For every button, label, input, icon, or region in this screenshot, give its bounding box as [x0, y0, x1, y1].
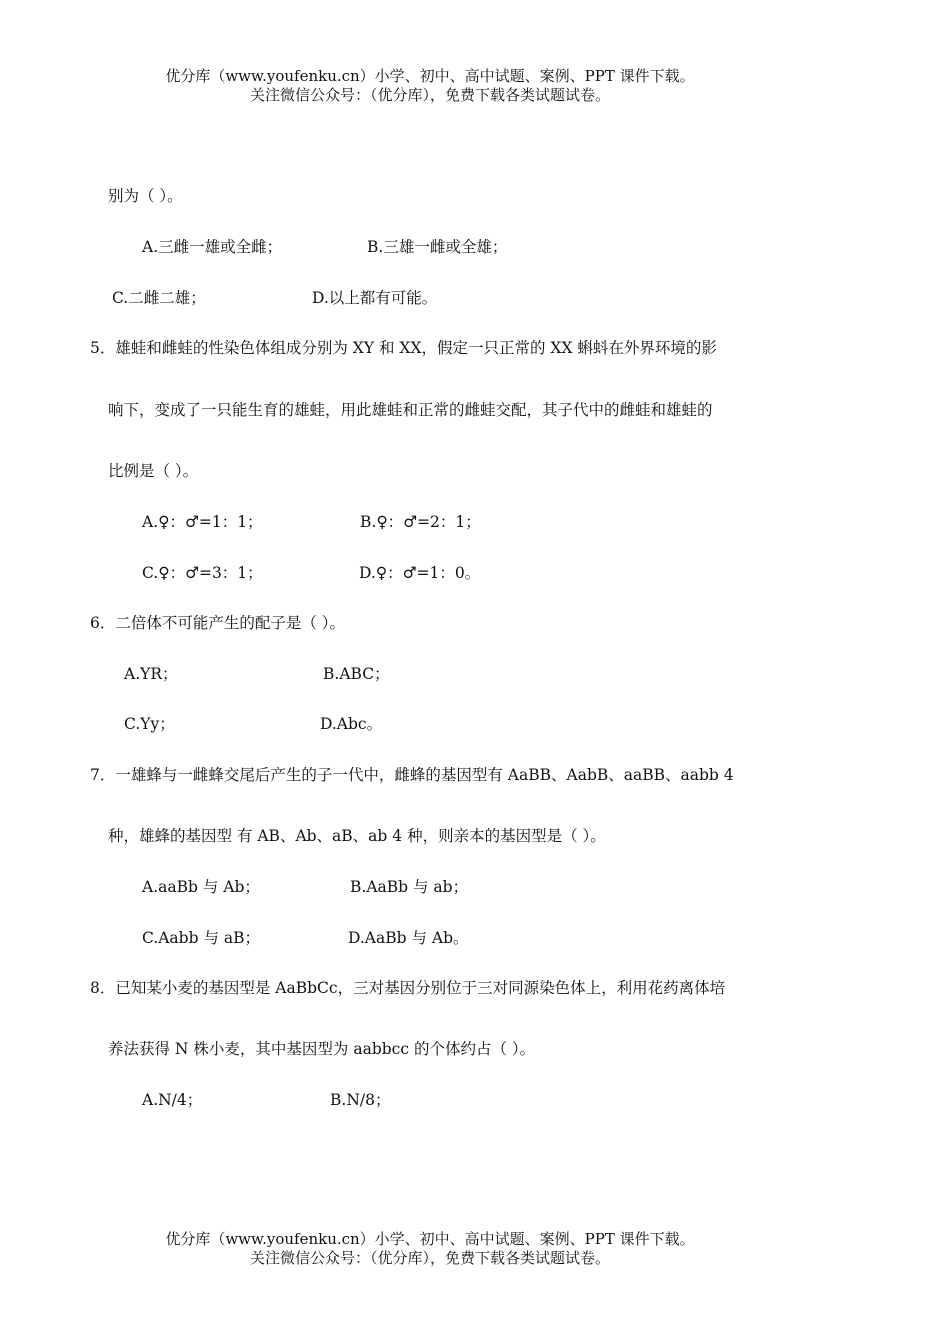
q8-line-2: 养法获得 N 株小麦，其中基因型为 aabbcc 的个体约占（ ）。 — [108, 1040, 536, 1058]
q6-option-b: B.ABC； — [323, 665, 390, 683]
q8-option-a: A.N/4； — [142, 1091, 203, 1109]
q7-option-b: B.AaBb 与 ab； — [350, 878, 469, 896]
q5-option-c: C.♀：♂=3：1； — [142, 564, 263, 582]
footer-line-1: 优分库（www.youfenku.cn）小学、初中、高中试题、案例、PPT 课件下载。 — [165, 1230, 695, 1248]
q8-option-b: B.N/8； — [330, 1091, 391, 1109]
q6-option-c: C.Yy； — [124, 715, 175, 733]
q5-line-1: 5．雄蛙和雌蛙的性染色体组成分别为 XY 和 XX，假定一只正常的 XX 蝌蚪在外界环境的影 — [90, 339, 717, 357]
header-line-1: 优分库（www.youfenku.cn）小学、初中、高中试题、案例、PPT 课件下载。 — [165, 67, 695, 85]
q5-option-b: B.♀：♂=2：1； — [360, 513, 481, 531]
header-line-2: 关注微信公众号：（优分库），免费下载各类试题试卷。 — [249, 86, 610, 104]
q4-option-b: B.三雄一雌或全雄； — [367, 238, 508, 256]
footer-line-2: 关注微信公众号：（优分库），免费下载各类试题试卷。 — [249, 1249, 610, 1267]
q5-option-a: A.♀：♂=1：1； — [142, 513, 263, 531]
q7-option-d: D.AaBb 与 Ab。 — [348, 929, 469, 947]
q4-option-a: A.三雌一雄或全雌； — [142, 238, 283, 256]
q4-continuation: 别为（ ）。 — [108, 187, 183, 205]
q4-option-c: C.二雌二雄； — [112, 289, 206, 307]
q7-line-2: 种，雄蜂的基因型 有 AB、Ab、aB、ab 4 种，则亲本的基因型是（ ）。 — [108, 827, 606, 845]
q4-option-d: D.以上都有可能。 — [312, 289, 438, 307]
q5-option-d: D.♀：♂=1：0。 — [359, 564, 481, 582]
q7-option-a: A.aaBb 与 Ab； — [142, 878, 260, 896]
q7-line-1: 7．一雄蜂与一雌蜂交尾后产生的子一代中，雌蜂的基因型有 AaBB、AabB、aaBB、aabb 4 — [90, 766, 734, 784]
q8-line-1: 8．已知某小麦的基因型是 AaBbCc，三对基因分别位于三对同源染色体上，利用花药离体培 — [90, 979, 726, 997]
q5-line-2: 响下，变成了一只能生育的雄蛙，用此雄蛙和正常的雌蛙交配，其子代中的雌蛙和雄蛙的 — [108, 401, 713, 419]
q6-option-d: D.Abc。 — [320, 715, 383, 733]
q5-line-3: 比例是（ ）。 — [108, 462, 199, 480]
q7-option-c: C.Aabb 与 aB； — [142, 929, 260, 947]
q6-line-1: 6．二倍体不可能产生的配子是（ ）。 — [90, 614, 346, 632]
q6-option-a: A.YR； — [124, 665, 178, 683]
